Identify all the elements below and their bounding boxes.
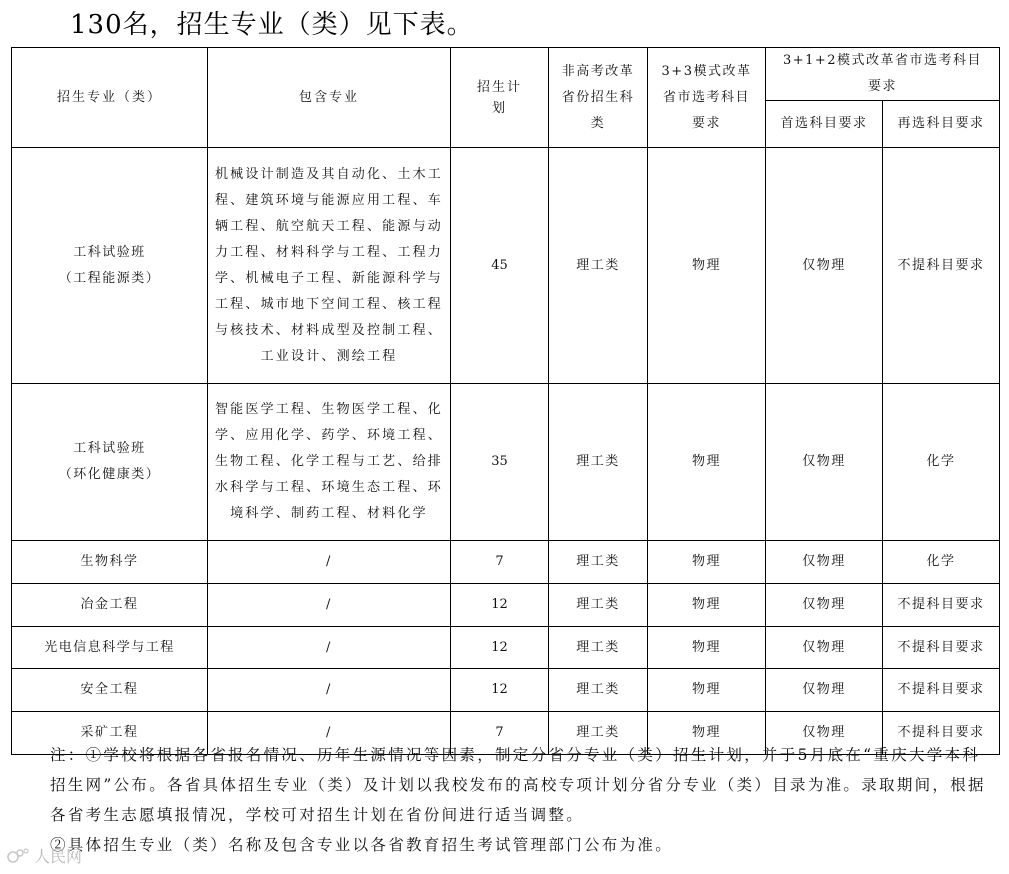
header-non-reform: 非高考改革省份招生科类: [549, 48, 648, 148]
table-row: [12, 627, 1000, 669]
second-subject-requirement: 不提科目要求: [883, 669, 1000, 712]
major-name: 安全工程: [12, 669, 208, 712]
reform-33-requirement: 物理: [648, 712, 766, 755]
included-majors: /: [208, 712, 451, 755]
included-majors: /: [208, 627, 451, 669]
first-subject-requirement: 仅物理: [766, 584, 883, 627]
header-major: 招生专业（类）: [12, 48, 208, 148]
table-row: [12, 541, 1000, 584]
included-majors: 智能医学工程、生物医学工程、化学、应用化学、药学、环境工程、生物工程、化学工程与工艺、给排水科学与工程、环境生态工程、环境科学、制药工程、材料化学: [208, 384, 451, 541]
second-subject-requirement: 不提科目要求: [883, 148, 1000, 384]
second-subject-requirement: 化学: [883, 384, 1000, 541]
second-subject-requirement: 不提科目要求: [883, 584, 1000, 627]
header-second-subject: 再选科目要求: [883, 101, 1000, 148]
reform-33-requirement: 物理: [648, 541, 766, 584]
plan-count: 12: [451, 584, 549, 627]
plan-count: 7: [451, 541, 549, 584]
included-majors: 机械设计制造及其自动化、土木工程、建筑环境与能源应用工程、车辆工程、航空航天工程、能源与动力工程、材料科学与工程、工程力学、机械电子工程、新能源科学与工程、城市地下空间工程、核工程与核技术、材料成型及控制工程、工业设计、测绘工程: [208, 148, 451, 384]
subject-category: 理工类: [549, 584, 648, 627]
first-subject-requirement: 仅物理: [766, 669, 883, 712]
major-name-line: （环化健康类）: [58, 467, 161, 482]
plan-count: 45: [451, 148, 549, 384]
included-majors: /: [208, 584, 451, 627]
first-subject-requirement: 仅物理: [766, 148, 883, 384]
watermark-text: 人民网: [34, 846, 83, 866]
subject-category: 理工类: [549, 384, 648, 541]
major-name: 冶金工程: [12, 584, 208, 627]
header-reform-312: 3+1+2模式改革省市选考科目要求: [766, 48, 1000, 101]
reform-33-requirement: 物理: [648, 584, 766, 627]
included-majors: /: [208, 669, 451, 712]
table-row: [12, 584, 1000, 627]
enrollment-plan-table: [11, 47, 1000, 755]
major-name: 光电信息科学与工程: [12, 627, 208, 669]
header-first-subject: 首选科目要求: [766, 101, 883, 148]
reform-33-requirement: 物理: [648, 148, 766, 384]
major-name-line: 工科试验班: [73, 244, 146, 260]
reform-33-requirement: 物理: [648, 627, 766, 669]
plan-count: 35: [451, 384, 549, 541]
table-row: [12, 148, 1000, 384]
table-row: [12, 384, 1000, 541]
second-subject-requirement: 化学: [883, 541, 1000, 584]
watermark-logo-icon: [6, 845, 30, 865]
subject-category: 理工类: [549, 148, 648, 384]
first-subject-requirement: 仅物理: [766, 541, 883, 584]
first-subject-requirement: 仅物理: [766, 627, 883, 669]
reform-33-requirement: 物理: [648, 669, 766, 712]
subject-category: 理工类: [549, 541, 648, 584]
major-name: 采矿工程: [12, 712, 208, 755]
major-name-line: （工程能源类）: [58, 270, 161, 286]
footnote-2: ②具体招生专业（类）名称及包含专业以各省教育招生考试管理部门公布为准。: [50, 836, 674, 854]
reform-33-requirement: 物理: [648, 384, 766, 541]
page-heading: 130名，招生专业（类）见下表。: [70, 10, 474, 40]
major-name: 生物科学: [12, 541, 208, 584]
major-name-line: 工科试验班: [73, 441, 146, 456]
second-subject-requirement: 不提科目要求: [883, 712, 1000, 755]
second-subject-requirement: 不提科目要求: [883, 627, 1000, 669]
plan-count: 12: [451, 669, 549, 712]
header-reform-33: 3+3模式改革省市选考科目要求: [648, 48, 766, 148]
watermark: [6, 842, 82, 868]
subject-category: 理工类: [549, 669, 648, 712]
footnotes: [50, 740, 996, 860]
subject-category: 理工类: [549, 712, 648, 755]
table-row: [12, 669, 1000, 712]
subject-category: 理工类: [549, 627, 648, 669]
footnote-1: 注：①学校将根据各省报名情况、历年生源情况等因素，制定分省分专业（类）招生计划，并于5月底在“重庆大学本科招生网”公布。各省具体招生专业（类）及计划以我校发布的高校专项计划分省分专业（类）目录为准。录取期间，根据各省考生志愿填报情况，学校可对招生计划在省份间进行适当调整。: [50, 746, 986, 824]
major-name: [12, 148, 208, 384]
plan-count: 7: [451, 712, 549, 755]
header-included-majors: 包含专业: [208, 48, 451, 148]
first-subject-requirement: 仅物理: [766, 712, 883, 755]
plan-count: 12: [451, 627, 549, 669]
major-name: [12, 384, 208, 541]
included-majors: /: [208, 541, 451, 584]
first-subject-requirement: 仅物理: [766, 384, 883, 541]
header-plan: 招生计划: [451, 48, 549, 148]
